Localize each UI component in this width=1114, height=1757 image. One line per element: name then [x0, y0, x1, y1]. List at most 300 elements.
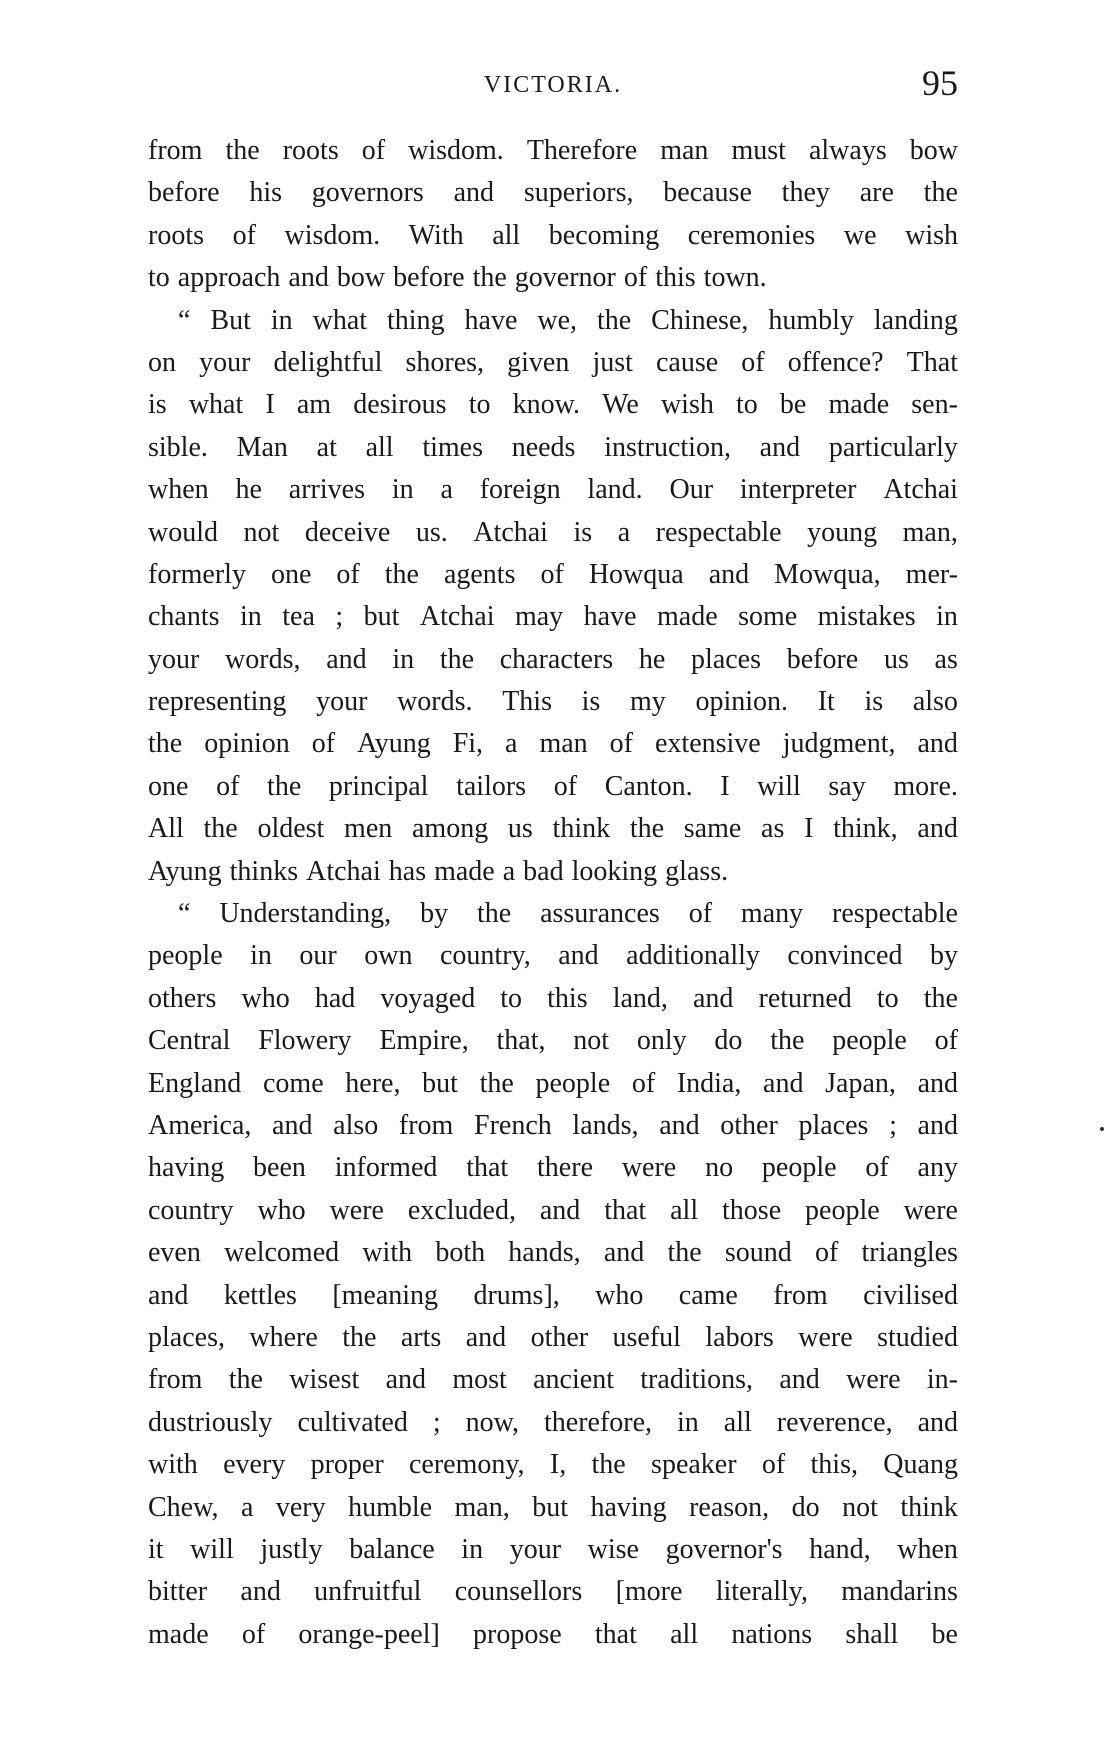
word: on — [148, 346, 176, 378]
word: country — [148, 1194, 234, 1226]
word: because — [663, 177, 752, 209]
word: before — [393, 262, 465, 294]
word: were — [846, 1364, 901, 1396]
word: land, — [612, 982, 668, 1014]
word: balance — [349, 1533, 435, 1565]
word: one — [148, 770, 189, 802]
word: we, — [537, 304, 578, 336]
word: will — [190, 1533, 234, 1565]
word: Quang — [883, 1449, 958, 1481]
word: roots — [282, 135, 339, 166]
word: now, — [465, 1406, 520, 1438]
word: and — [326, 643, 367, 675]
word: places — [798, 1109, 869, 1141]
word: with — [148, 1449, 198, 1481]
word: always — [808, 135, 887, 166]
text-line — [148, 342, 958, 384]
word: thing — [387, 304, 445, 336]
word: in — [250, 940, 272, 972]
word: It — [817, 686, 835, 718]
word: come — [262, 1067, 324, 1099]
word: and — [917, 813, 958, 845]
word: wise — [587, 1533, 639, 1565]
word: when — [148, 474, 209, 506]
word: country, — [439, 940, 531, 972]
word: opinion. — [695, 686, 789, 718]
word: oldest — [257, 813, 325, 845]
text-line — [148, 1571, 958, 1613]
word: lands, — [572, 1109, 639, 1141]
word: superiors, — [523, 177, 634, 209]
word: governor's — [665, 1533, 783, 1565]
word: French — [474, 1109, 552, 1141]
word: Understanding, — [219, 898, 392, 930]
word: your — [316, 686, 368, 718]
text-line — [148, 1190, 958, 1232]
word: very — [275, 1491, 326, 1523]
word: hand, — [809, 1533, 871, 1565]
word: of — [311, 728, 336, 760]
word: who — [241, 982, 290, 1014]
word: opinion — [204, 728, 290, 760]
word: there — [537, 1152, 593, 1184]
text-line — [148, 723, 958, 765]
word: Atchai — [883, 474, 958, 506]
word: to — [876, 982, 899, 1014]
text-line — [148, 1402, 958, 1444]
word: That — [906, 346, 958, 378]
word: of — [553, 770, 578, 802]
word: All — [148, 813, 184, 845]
word: of — [232, 219, 256, 251]
word: who — [595, 1279, 644, 1311]
word: all — [670, 1194, 699, 1226]
word: therefore, — [544, 1406, 653, 1438]
word: think, — [833, 813, 898, 845]
word: when — [897, 1533, 958, 1565]
word: us — [883, 643, 909, 675]
word: of — [865, 1152, 889, 1184]
word: having — [590, 1491, 667, 1523]
word: unfruitful — [314, 1576, 422, 1608]
word: bow — [909, 135, 958, 166]
word: Canton. — [604, 770, 693, 802]
word: us. — [415, 516, 448, 548]
word: all — [670, 1618, 699, 1650]
word: principal — [328, 770, 429, 802]
word: instruction, — [604, 431, 731, 463]
word: do — [791, 1491, 820, 1523]
word: where — [249, 1321, 318, 1353]
word: been — [253, 1152, 306, 1184]
word: at — [316, 431, 337, 463]
text-line — [148, 512, 958, 554]
word: us — [507, 813, 533, 845]
word: arts — [400, 1321, 442, 1353]
word: men — [344, 813, 393, 845]
word: I — [720, 770, 730, 802]
word: only — [636, 1025, 687, 1057]
word: the — [228, 1364, 263, 1396]
word: reason, — [689, 1491, 770, 1523]
word: Chinese, — [651, 304, 749, 336]
word: and — [692, 982, 734, 1014]
word: and — [917, 1067, 958, 1099]
word: I, — [549, 1449, 567, 1481]
word: ceremonies — [687, 219, 816, 251]
word: and — [917, 1109, 958, 1141]
word: the — [225, 135, 260, 166]
word: cause — [656, 346, 719, 378]
word: bad — [523, 855, 564, 887]
word: this — [547, 982, 588, 1014]
text-line — [148, 1147, 958, 1189]
word: hands, — [508, 1237, 581, 1269]
text-line — [148, 300, 958, 342]
running-title: VICTORIA. — [483, 72, 623, 98]
word: know. — [512, 389, 581, 421]
word: in — [240, 601, 262, 633]
word: not — [573, 1025, 610, 1057]
word: returned — [758, 982, 852, 1014]
word: people — [148, 940, 223, 972]
word: were — [798, 1321, 853, 1353]
word: I — [265, 389, 275, 421]
word: same — [683, 813, 742, 845]
word: the — [923, 177, 958, 209]
word: in — [391, 474, 414, 506]
word: a — [240, 1491, 254, 1523]
word: excluded, — [407, 1194, 516, 1226]
word: studied — [877, 1321, 958, 1353]
word: approach — [177, 262, 281, 294]
word: the — [923, 982, 958, 1014]
word: the — [479, 1067, 514, 1099]
word: arrives — [288, 474, 365, 506]
word: the — [596, 304, 632, 336]
word: times — [422, 431, 483, 463]
word: of — [216, 770, 240, 802]
word: drums], — [473, 1279, 560, 1311]
word: America, — [148, 1109, 252, 1141]
word: Ayung — [357, 728, 431, 760]
text-line — [148, 469, 958, 511]
word: and — [659, 1109, 700, 1141]
word: were — [329, 1194, 384, 1226]
word: to — [735, 389, 758, 421]
page-number: 95 — [922, 63, 958, 103]
word: this — [655, 262, 696, 294]
word: I — [804, 813, 814, 845]
text-line — [148, 1487, 958, 1529]
word: and — [917, 728, 958, 760]
word: sound — [724, 1237, 792, 1269]
word: propose — [473, 1618, 562, 1650]
word: wisdom. — [408, 135, 504, 166]
word: deceive — [304, 516, 391, 548]
word: formerly — [148, 558, 246, 590]
word: Fi, — [452, 728, 484, 760]
word: as — [934, 643, 958, 675]
word: assurances — [540, 898, 660, 930]
word: of — [934, 1025, 958, 1057]
word: and — [917, 1406, 958, 1438]
word: and — [763, 1067, 804, 1099]
word: all — [365, 431, 394, 463]
word: but — [532, 1491, 568, 1523]
word: he — [638, 643, 666, 675]
text-line — [148, 808, 958, 850]
word: all — [723, 1406, 752, 1438]
word: agents — [443, 558, 516, 590]
word: people — [761, 1152, 837, 1184]
word: additionally — [626, 940, 760, 972]
word: land. — [587, 474, 643, 506]
word: who — [257, 1194, 306, 1226]
word: of — [688, 898, 713, 930]
word: by — [929, 940, 958, 972]
word: and — [558, 940, 599, 972]
word: [more — [615, 1576, 683, 1608]
word: people — [535, 1067, 611, 1099]
word: other — [720, 1109, 778, 1141]
word: extensive — [654, 728, 761, 760]
text-line — [148, 215, 958, 257]
word: your — [509, 1533, 562, 1565]
word: by — [420, 898, 449, 930]
word: of — [741, 346, 765, 378]
word: This — [502, 686, 552, 718]
word: of — [361, 135, 386, 166]
word: would — [148, 516, 218, 548]
word: Mowqua, — [774, 558, 881, 590]
word: counsellors — [454, 1576, 583, 1608]
word: own — [364, 940, 413, 972]
text-line — [148, 130, 958, 172]
word: characters — [499, 643, 614, 675]
word: must — [731, 135, 786, 166]
word: literally, — [715, 1576, 808, 1608]
word: a — [502, 855, 516, 887]
word: of — [623, 262, 648, 294]
text-line — [148, 1275, 958, 1317]
text-line — [148, 851, 958, 893]
word: is — [573, 516, 593, 548]
word: useful — [612, 1321, 681, 1353]
word: ; — [432, 1406, 441, 1438]
word: the — [384, 558, 419, 590]
word: “ — [178, 304, 191, 336]
word: informed — [334, 1152, 438, 1184]
word: made — [828, 389, 890, 421]
print-speck — [1100, 1127, 1104, 1131]
word: convinced — [787, 940, 903, 972]
word: the — [203, 813, 238, 845]
word: we — [843, 219, 877, 251]
word: the — [629, 813, 665, 845]
text-line — [148, 257, 958, 299]
word: glass. — [665, 855, 729, 887]
word: others — [148, 982, 217, 1014]
word: traditions, — [640, 1364, 754, 1396]
word: every — [223, 1449, 286, 1481]
word: wish — [905, 219, 958, 251]
word: looking — [571, 855, 658, 887]
word: judgment, — [782, 728, 896, 760]
word: think — [900, 1491, 958, 1523]
word: people — [832, 1025, 907, 1057]
word: and — [272, 1109, 313, 1141]
word: and — [240, 1576, 281, 1608]
word: what — [312, 304, 368, 336]
word: roots — [148, 219, 204, 251]
word: Flowery — [258, 1025, 352, 1057]
word: any — [917, 1152, 958, 1184]
word: of — [761, 1449, 786, 1481]
word: bow — [336, 262, 386, 294]
text-line — [148, 1444, 958, 1486]
word: offence? — [787, 346, 884, 378]
word: reverence, — [776, 1406, 893, 1438]
word: the — [439, 643, 475, 675]
word: they — [781, 177, 830, 209]
text-line — [148, 1105, 958, 1147]
word: before — [786, 643, 859, 675]
word: and — [539, 1194, 581, 1226]
word: respectable — [832, 898, 958, 930]
word: in — [936, 601, 958, 633]
word: have — [464, 304, 518, 336]
text-line — [148, 639, 958, 681]
word: interpreter — [739, 474, 857, 506]
word: desirous — [353, 389, 447, 421]
word: “ — [178, 898, 191, 930]
word: Japan, — [825, 1067, 896, 1099]
word: given — [507, 346, 570, 378]
word: that — [466, 1152, 509, 1184]
word: made — [656, 601, 718, 633]
word: and — [465, 1321, 507, 1353]
word: the — [667, 1237, 702, 1269]
word: do — [714, 1025, 743, 1057]
word: think — [552, 813, 611, 845]
word: civilised — [863, 1279, 958, 1311]
word: wish — [660, 389, 714, 421]
word: both — [435, 1237, 486, 1269]
word: here, — [345, 1067, 401, 1099]
word: not — [243, 516, 280, 548]
word: may — [514, 601, 564, 633]
word: Atchai — [473, 516, 548, 548]
word: this, — [810, 1449, 858, 1481]
word: Central — [148, 1025, 231, 1057]
word: mistakes — [817, 601, 916, 633]
word: Atchai — [419, 601, 495, 633]
body-text — [148, 130, 958, 1656]
word: representing — [148, 686, 287, 718]
word: nations — [731, 1618, 813, 1650]
text-line — [148, 681, 958, 723]
word: Chew, — [148, 1491, 219, 1523]
text-line — [148, 427, 958, 469]
word: no — [705, 1152, 734, 1184]
word: With — [408, 219, 464, 251]
word: words, — [225, 643, 301, 675]
word: shall — [845, 1618, 899, 1650]
word: some — [738, 601, 798, 633]
text-line — [148, 893, 958, 935]
word: sen- — [911, 389, 958, 421]
word: and — [759, 431, 801, 463]
word: speaker — [651, 1449, 737, 1481]
text-line — [148, 766, 958, 808]
word: sible. — [148, 431, 208, 463]
word: most — [452, 1364, 507, 1396]
word: Man — [236, 431, 288, 463]
word: and — [148, 1279, 189, 1311]
word: came — [678, 1279, 738, 1311]
word: even — [148, 1237, 201, 1269]
word: your — [199, 346, 251, 378]
word: chants — [148, 601, 220, 633]
word: and — [288, 262, 329, 294]
word: Therefore — [526, 135, 638, 166]
text-line — [148, 172, 958, 214]
word: but — [422, 1067, 458, 1099]
word: Ayung — [148, 855, 222, 887]
word: of — [609, 728, 633, 760]
word: is — [148, 389, 167, 421]
word: governors — [311, 177, 424, 209]
word: has — [388, 855, 427, 887]
word: dustriously — [148, 1406, 273, 1438]
word: and — [385, 1364, 427, 1396]
word: But — [210, 304, 251, 336]
text-line — [148, 596, 958, 638]
word: as — [761, 813, 785, 845]
word: mandarins — [841, 1576, 958, 1608]
word: young — [807, 516, 878, 548]
word: his — [249, 177, 282, 209]
word: those — [722, 1194, 782, 1226]
word: humble — [348, 1491, 433, 1523]
word: justly — [260, 1533, 323, 1565]
word: humbly — [768, 304, 854, 336]
word: what — [188, 389, 244, 421]
word: landing — [873, 304, 958, 336]
word: a — [617, 516, 631, 548]
word: one — [270, 558, 312, 590]
word: shores, — [405, 346, 485, 378]
word: a — [505, 728, 518, 760]
word: foreign — [479, 474, 561, 506]
text-line — [148, 1063, 958, 1105]
word: the — [591, 1449, 626, 1481]
word: say — [828, 770, 866, 802]
word: needs — [511, 431, 576, 463]
word: from — [773, 1279, 828, 1311]
word: words. — [397, 686, 473, 718]
word: just — [592, 346, 633, 378]
word: tailors — [456, 770, 527, 802]
word: not — [842, 1491, 878, 1523]
word: also — [333, 1109, 379, 1141]
word: man — [660, 135, 709, 166]
word: is — [864, 686, 884, 718]
word: from — [148, 135, 203, 166]
text-line — [148, 1529, 958, 1571]
word: among — [411, 813, 489, 845]
